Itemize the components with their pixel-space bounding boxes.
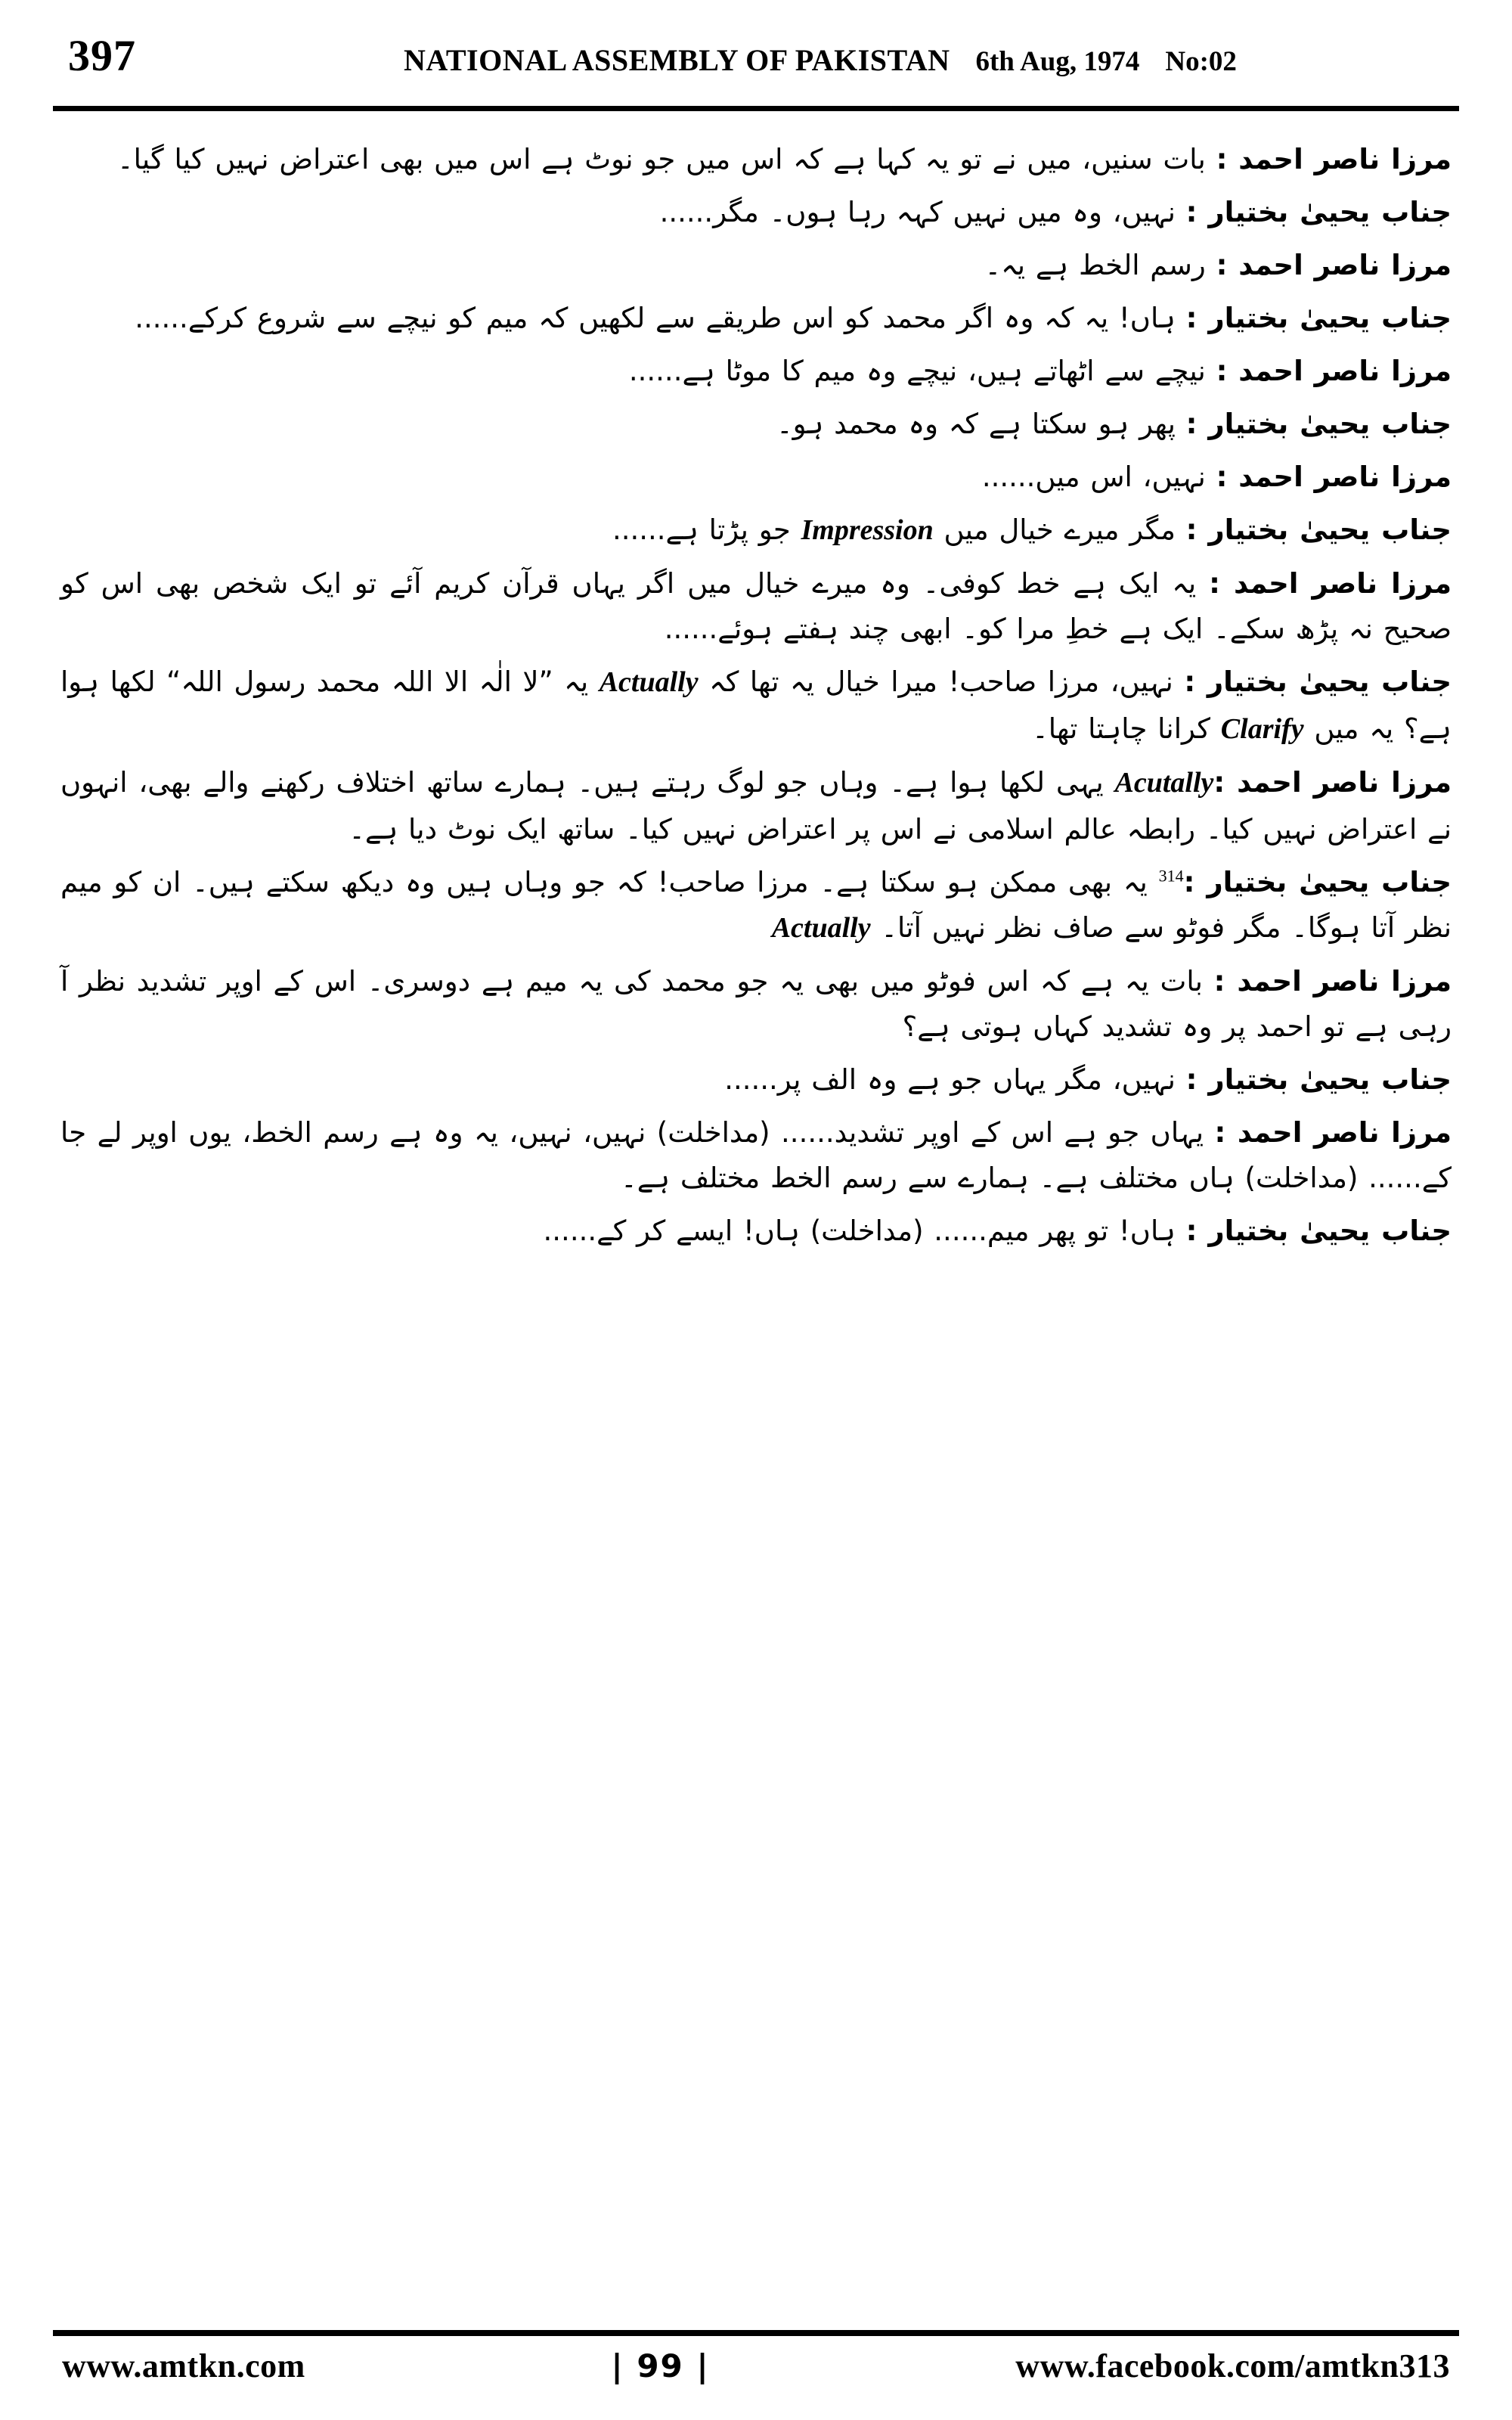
speaker-label: جناب یحییٰ بختیار : bbox=[1185, 1214, 1452, 1247]
speaker-label: جناب یحییٰ بختیار : bbox=[1185, 301, 1452, 334]
speech-text: نہیں، اس میں...... bbox=[981, 460, 1216, 493]
speech-text: بات سنیں، میں نے تو یہ کہا ہے کہ اس میں جو نوٹ ہے اس میں بھی اعتراض نہیں کیا گیا۔ bbox=[116, 143, 1216, 175]
transcript-paragraph bbox=[60, 507, 1452, 554]
transcript-paragraph bbox=[60, 659, 1452, 752]
latin-term-leading: Acutally bbox=[1114, 767, 1214, 799]
transcript-paragraph bbox=[60, 561, 1452, 652]
transcript-body bbox=[53, 137, 1459, 1254]
latin-term: Actually bbox=[599, 666, 699, 698]
header-date: 6th Aug, 1974 bbox=[975, 46, 1140, 77]
footer-divider bbox=[53, 2330, 1459, 2336]
speaker-label: جناب یحییٰ بختیار : bbox=[1185, 1063, 1452, 1096]
transcript-paragraph bbox=[60, 349, 1452, 394]
footer-row bbox=[53, 2347, 1459, 2390]
footer-page-number: | 99 | bbox=[611, 2347, 710, 2384]
speaker-label: جناب یحییٰ بختیار : bbox=[1185, 513, 1452, 546]
speech-text: یہی لکھا ہوا ہے۔ وہاں جو لوگ رہتے ہیں۔ ہمارے ساتھ اختلاف رکھنے والے بھی، انہوں نے اعتراض نہیں کیا۔ رابطہ عالم اسلامی نے اس پر اعتراض نہیں کیا۔ ساتھ ایک نوٹ دیا ہے۔ bbox=[60, 766, 1452, 845]
speech-text: نہیں، مگر یہاں جو ہے وہ الف پر...... bbox=[724, 1063, 1186, 1096]
transcript-paragraph bbox=[60, 1057, 1452, 1103]
transcript-paragraph bbox=[60, 402, 1452, 447]
speaker-label: مرزا ناصر احمد : bbox=[1216, 143, 1452, 175]
page-header bbox=[53, 30, 1459, 98]
speaker-label: جناب یحییٰ بختیار : bbox=[1183, 865, 1452, 898]
speaker-label: مرزا ناصر احمد : bbox=[1214, 1115, 1452, 1149]
speech-text: نہیں، وہ میں نہیں کہہ رہا ہوں۔ مگر...... bbox=[659, 195, 1186, 228]
speech-text: پھر ہو سکتا ہے کہ وہ محمد ہو۔ bbox=[776, 407, 1186, 440]
page-footer bbox=[53, 2330, 1459, 2390]
header-divider bbox=[53, 106, 1459, 111]
transcript-paragraph bbox=[60, 1208, 1452, 1254]
footer-website-link[interactable]: www.amtkn.com bbox=[62, 2347, 305, 2384]
transcript-paragraph bbox=[60, 1110, 1452, 1201]
latin-term: Impression bbox=[801, 513, 934, 546]
latin-term: Actually bbox=[771, 911, 871, 944]
page-number: 397 bbox=[68, 31, 136, 80]
header-session-number: No:02 bbox=[1165, 46, 1237, 77]
speaker-label: مرزا ناصر احمد : bbox=[1213, 965, 1452, 998]
speaker-label: مرزا ناصر احمد : bbox=[1216, 248, 1452, 281]
transcript-paragraph bbox=[60, 296, 1452, 341]
footnote-marker: 314 bbox=[1158, 866, 1184, 886]
header-title: NATIONAL ASSEMBLY OF PAKISTAN bbox=[404, 43, 950, 77]
speaker-label: مرزا ناصر احمد : bbox=[1216, 354, 1452, 387]
transcript-paragraph bbox=[60, 190, 1452, 235]
speech-text-continued: یہ ”لا الٰہ الا اللہ محمد رسول اللہ“ لکھا ہوا ہے؟ یہ میں bbox=[60, 665, 1452, 745]
speaker-label: مرزا ناصر احمد : bbox=[1209, 567, 1452, 600]
transcript-paragraph bbox=[60, 137, 1452, 182]
speech-text-continued: جو پڑتا ہے...... bbox=[612, 513, 801, 546]
speaker-label: جناب یحییٰ بختیار : bbox=[1185, 407, 1452, 440]
speaker-label: مرزا ناصر احمد : bbox=[1216, 460, 1452, 493]
speech-text: یہ ایک ہے خط کوفی۔ وہ میرے خیال میں اگر یہاں قرآن کریم آئے تو ایک شخص بھی اس کو صحیح نہ پڑھ سکے۔ ایک ہے خطِ مرا کو۔ ابھی چند ہفتے ہوئے...... bbox=[60, 567, 1452, 646]
transcript-paragraph bbox=[60, 760, 1452, 852]
speech-text: نہیں، مرزا صاحب! میرا خیال یہ تھا کہ bbox=[698, 665, 1185, 698]
speech-text: مگر میرے خیال میں bbox=[933, 513, 1186, 546]
speaker-label: جناب یحییٰ بختیار : bbox=[1185, 195, 1452, 228]
transcript-paragraph bbox=[60, 455, 1452, 500]
transcript-paragraph bbox=[60, 959, 1452, 1050]
header-center bbox=[227, 42, 1459, 78]
speech-text: بات یہ ہے کہ اس فوٹو میں بھی یہ جو محمد کی یہ میم ہے دوسری۔ اس کے اوپر تشدید نظر آ رہی ہے تو احمد پر وہ تشدید کہاں ہوتی ہے؟ bbox=[60, 965, 1452, 1043]
speaker-label: مرزا ناصر احمد : bbox=[1213, 766, 1452, 799]
speaker-label: جناب یحییٰ بختیار : bbox=[1184, 665, 1452, 698]
speech-text: ہاں! تو پھر میم...... (مداخلت) ہاں! ایسے کر کے...... bbox=[543, 1214, 1186, 1247]
transcript-paragraph bbox=[60, 860, 1452, 951]
speech-text: ہاں! یہ کہ وہ اگر محمد کو اس طریقے سے لکھیں کہ میم کو نیچے سے شروع کرکے...... bbox=[135, 301, 1186, 334]
transcript-paragraph bbox=[60, 243, 1452, 288]
latin-term-secondary: Clarify bbox=[1220, 712, 1304, 745]
speech-text: رسم الخط ہے یہ۔ bbox=[984, 248, 1216, 281]
speech-text: نیچے سے اٹھاتے ہیں، نیچے وہ میم کا موٹا ہے...... bbox=[628, 354, 1216, 387]
footer-facebook-link[interactable]: www.facebook.com/amtkn313 bbox=[1015, 2347, 1450, 2384]
speech-text: یہ بھی ممکن ہو سکتا ہے۔ مرزا صاحب! کہ جو وہاں ہیں وہ دیکھ سکتے ہیں۔ ان کو میم نظر آتا ہوگا۔ مگر فوٹو سے صاف نظر نہیں آتا۔ bbox=[60, 865, 1452, 944]
speech-text-continued-2: کرانا چاہتا تھا۔ bbox=[1032, 712, 1221, 745]
speech-text: یہاں جو ہے اس کے اوپر تشدید...... (مداخلت) نہیں، نہیں، یہ وہ ہے رسم الخط، یوں اوپر لے جا کے...... (مداخلت) ہاں مختلف ہے۔ ہمارے سے رسم الخط مختلف ہے۔ bbox=[60, 1115, 1452, 1194]
